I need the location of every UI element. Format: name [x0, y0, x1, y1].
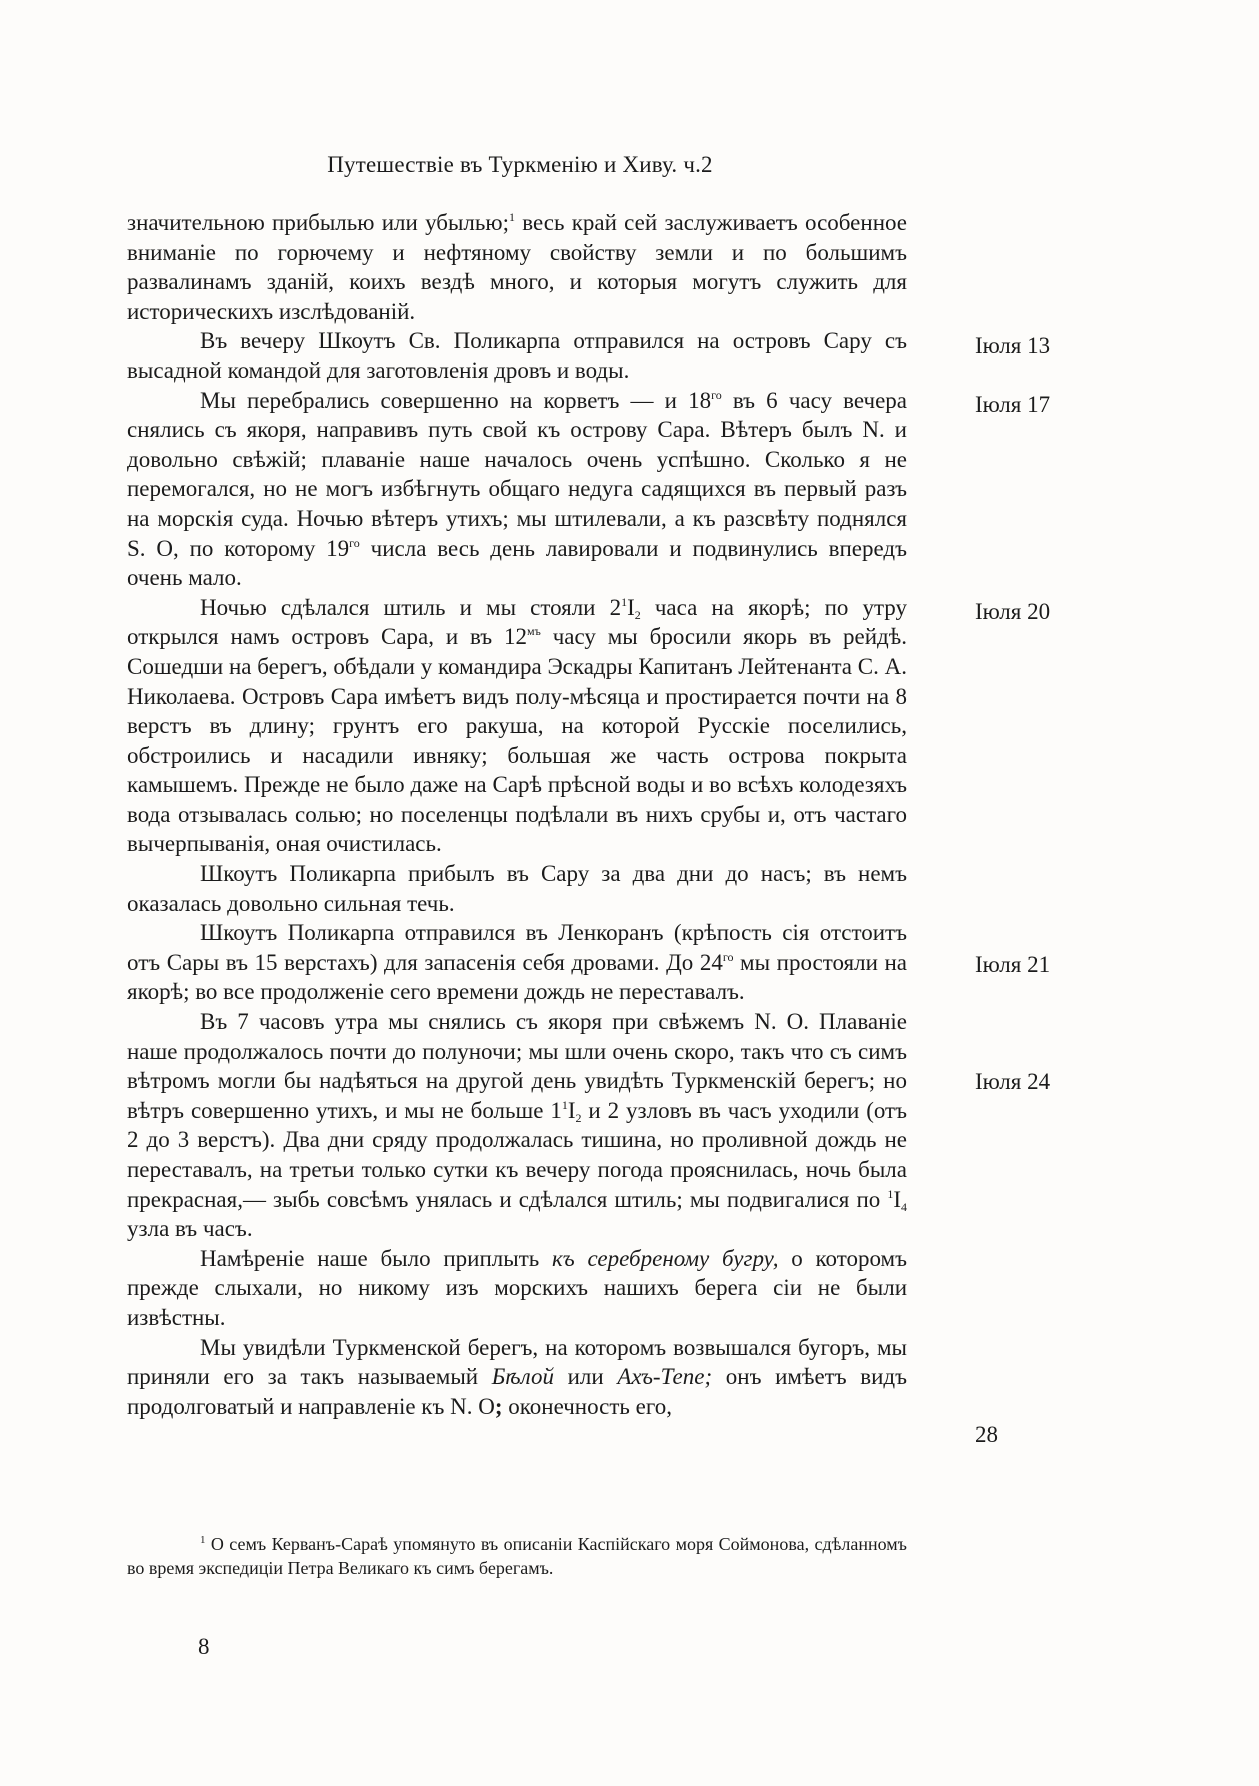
paragraph: Шкоутъ Поликарпа прибылъ въ Сару за два дни до насъ; въ немъ оказалась довольно сильная течь.	[127, 861, 907, 916]
paragraph: Въ 7 часовъ утра мы снялись съ якоря при свѣжемъ N. O. Плаваніе наше продолжалось почти до полуночи; мы шли очень скоро, такъ что съ симъ вѣтромъ могли бы надѣяться на другой день увидѣть Туркменскій берегъ; но вѣтръ совершенно утихъ, и мы не больше $1^1I_2$ и 2 узловъ въ часъ уходили (отъ 2 до 3 верстъ). Два дни сряду продолжалась тишина, но проливной дождь не переставалъ, на третьи только сутки къ вечеру погода прояснилась, ночь была прекрасная,— зыбь совсѣмъ унялась и сдѣлался штиль; мы подвигалися по $^1I_4$ узла въ часъ.	[127, 1009, 907, 1242]
paragraph: значительною прибылью или убылью;$^1$ весь край сей заслуживаетъ особенное вниманіе по горючему и нефтяному свойству земли и по большимъ развалинамъ зданій, коихъ вездѣ много, и которыя могутъ служить для историческихъ изслѣдованій.	[127, 210, 907, 324]
margin-date: Іюля 20	[975, 599, 1051, 624]
margin-date: Іюля 24	[975, 1069, 1051, 1094]
page-number: 8	[198, 1634, 210, 1659]
footnote-marker: 1	[200, 1534, 206, 1546]
footnote: $^1$ О семъ Керванъ-Сараѣ упомянуто въ описаніи Каспійскаго моря Соймонова, сдѣланномъ во время экспедиціи Петра Великаго къ симъ берегамъ.	[127, 1534, 907, 1578]
original-page-number: 28	[975, 1422, 998, 1447]
paragraph: Ночью сдѣлался штиль и мы стояли $2^1I_2$ часа на якорѣ; по утру открылся намъ островъ Сара, и въ $12^{мъ}$ часу мы бросили якорь въ рейдѣ. Сошедши на берегъ, обѣдали у командира Эскадры Капитанъ Лейтенанта С. А. Николаева. Островъ Сара имѣетъ видъ полу-мѣсяца и простирается почти на 8 верстъ въ длину; грунтъ его ракуша, на которой Русскіе поселились, обстроились и насадили ивняку; большая же часть острова покрыта камышемъ. Прежде не было даже на Сарѣ прѣсной воды и во всѣхъ колодезяхъ вода отзывалась солью; но поселенцы подѣлали въ нихъ срубы и, отъ частаго вычерпыванія, оная очистилась.	[127, 594, 908, 857]
margin-date: Іюля 21	[975, 952, 1051, 977]
paragraph: Шкоутъ Поликарпа отправился въ Ленкоранъ (крѣпость сія отстоитъ отъ Сары въ 15 верстахъ) для запасенія себя дровами. До $24^{го}$ мы простояли на якорѣ; во все продолженіе сего времени дождь не переставалъ.	[127, 920, 907, 1005]
body-text	[127, 208, 907, 1421]
paragraph: Мы увидѣли Туркменской берегъ, на которомъ возвышался бугоръ, мы приняли его за такъ называемый Бѣлой или Ахъ-Тепе; онъ имѣетъ видъ продолговатый и направленіе къ N. O; оконечность его,	[127, 1334, 907, 1419]
running-header: Путешествіе въ Туркменію и Хиву. ч.2	[327, 152, 713, 177]
paragraph: Мы перебрались совершенно на корветъ — и $18^{го}$ въ 6 часу вечера снялись съ якоря, направивъ путь свой къ острову Сара. Вѣтеръ былъ N. и довольно свѣжій; плаваніе наше началось очень успѣшно. Сколько я не перемогался, но не могъ избѣгнуть общаго недуга садящихся въ первый разъ на морскія суда. Ночью вѣтеръ утихъ; мы штилевали, а къ разсвѣту поднялся S. O, по которому $19^{го}$ числа весь день лавировали и подвинулись впередъ очень мало.	[127, 387, 907, 591]
margin-date: Іюля 13	[975, 333, 1051, 358]
paragraph: Въ вечеру Шкоутъ Св. Поликарпа отправился на островъ Сару съ высадной командой для заготовленія дровъ и воды.	[127, 328, 907, 383]
footnote-marker: 1	[508, 210, 515, 224]
paragraph: Намѣреніе наше было приплыть къ серебреному бугру, о которомъ прежде слыхали, но никому изъ морскихъ нашихъ берега сіи не были извѣстны.	[127, 1245, 907, 1330]
margin-date: Іюля 17	[975, 392, 1051, 417]
